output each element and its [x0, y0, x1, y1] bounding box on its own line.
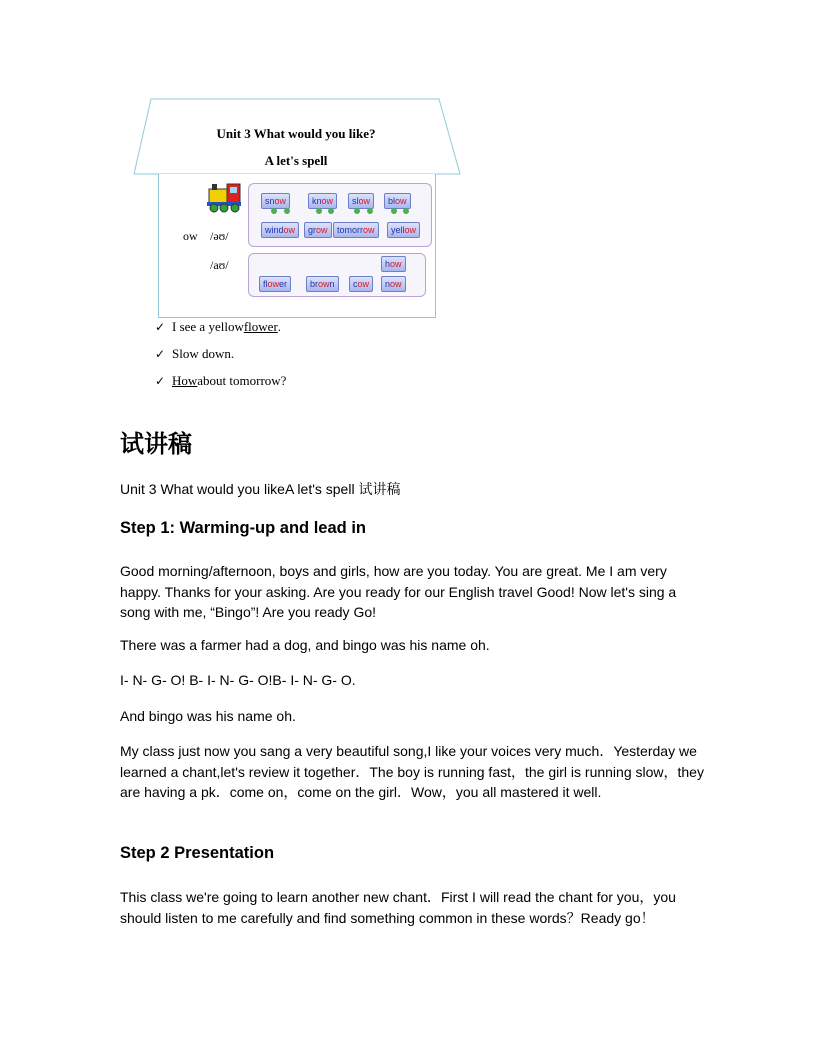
word-tile: blow — [384, 193, 411, 209]
ow-group-2-panel — [248, 253, 426, 297]
step2-paragraph-1: This class we're going to learn another new chant．First I will read the chant for you，you should listen to me carefully and find something common in these words？Ready go！ — [120, 889, 676, 926]
checkmark-icon: ✓ — [155, 374, 166, 388]
word-tile: yellow — [387, 222, 420, 238]
phonetic-ow-label: ow — [183, 229, 198, 243]
phonetic-label-1: /əʊ/ — [210, 229, 229, 243]
tile-wheel — [316, 208, 322, 214]
word-tile: how — [381, 256, 406, 272]
word-tile: tomorrow — [333, 222, 379, 238]
ow-group-1-panel — [248, 183, 432, 247]
word-tile: snow — [261, 193, 290, 209]
tile-wheel — [284, 208, 290, 214]
step1-paragraph-3: I- N- G- O! B- I- N- G- O!B- I- N- G- O. — [120, 672, 356, 688]
tile-wheel — [367, 208, 373, 214]
tile-wheel — [328, 208, 334, 214]
checklist-item: ✓ Slow down. — [155, 345, 286, 372]
lesson-figure — [133, 98, 463, 320]
checklist-item: ✓ How about tomorrow? — [155, 372, 286, 399]
word-tile: window — [261, 222, 299, 238]
word-tile: flower — [259, 276, 291, 292]
word-tile: slow — [348, 193, 374, 209]
word-tile: know — [308, 193, 337, 209]
step1-heading: Step 1: Warming-up and lead in — [120, 519, 366, 537]
page-heading: 试讲稿 — [120, 430, 192, 458]
step1-paragraph-1: Good morning/afternoon, boys and girls, how are you today. You are great. Me I am very happy. Thanks for your asking. Are you ready for our English travel Good! Now let's sing a song with me, “Bingo”! Are you ready Go! — [120, 563, 677, 620]
word-tile: cow — [349, 276, 373, 292]
step1-paragraph-4: And bingo was his name oh. — [120, 708, 296, 724]
tile-wheel — [391, 208, 397, 214]
checklist-item: ✓ I see a yellow flower . — [155, 318, 286, 345]
word-tile: brown — [306, 276, 339, 292]
step1-paragraph-5: My class just now you sang a very beautiful song,I like your voices very much．Yesterday we learned a chant,let's review it together．The boy is running fast，the girl is running slow，they are having a pk．come on，come on the girl．Wow，you all mastered it well. — [120, 743, 704, 800]
document-subtitle: Unit 3 What would you likeA let's spell 试讲稿 — [120, 481, 401, 497]
figure-title: Unit 3 What would you like? — [216, 126, 376, 141]
figure-subtitle: A let's spell — [264, 153, 328, 168]
checkmark-icon: ✓ — [155, 320, 166, 334]
phonetic-label-2: /aʊ/ — [210, 258, 229, 272]
tile-wheel — [403, 208, 409, 214]
tile-wheel — [271, 208, 277, 214]
train-icon — [207, 181, 243, 213]
step2-heading: Step 2 Presentation — [120, 844, 275, 862]
word-tile: grow — [304, 222, 332, 238]
word-tile: now — [381, 276, 406, 292]
checkmark-icon: ✓ — [155, 347, 166, 361]
step1-paragraph-2: There was a farmer had a dog, and bingo was his name oh. — [120, 637, 490, 653]
tile-wheel — [354, 208, 360, 214]
example-checklist — [155, 318, 286, 399]
